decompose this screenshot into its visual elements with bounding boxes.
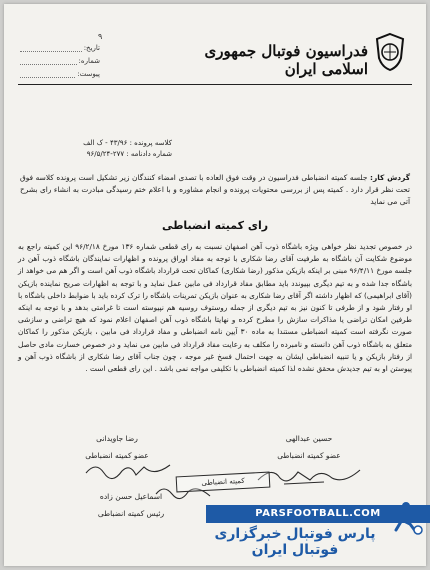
committee-stamp: کمیته انضباطی <box>176 472 271 493</box>
document-page <box>4 4 426 566</box>
meta-date-label: تاریخ: <box>83 44 100 52</box>
ruling-title: رای کمیته انضباطی <box>161 219 269 232</box>
signature-block-abdollahi <box>254 434 364 460</box>
procedure-report <box>20 172 410 208</box>
signer-role: عضو کمیته انضباطی <box>277 451 341 460</box>
page-number: ۹ <box>98 32 103 41</box>
watermark-domain: PARSFOOTBALL.COM <box>206 505 430 523</box>
federation-title: فدراسیون فوتبال جمهوری اسلامی ایران <box>204 42 368 78</box>
verdict-number: شماره دادنامه : ۲۷۷-۹۶/۵/۲۴ <box>86 150 172 158</box>
football-player-icon <box>388 500 424 536</box>
signer-role: عضو کمیته انضباطی <box>85 451 149 460</box>
meta-attachment-label: پیوست: <box>77 70 100 78</box>
federation-logo-icon <box>374 32 406 72</box>
case-info <box>22 138 172 160</box>
handwritten-signature <box>84 459 174 481</box>
letter-meta <box>20 42 100 81</box>
signer-name: حسین عبدالهی <box>285 434 333 443</box>
handwritten-signature <box>254 462 364 488</box>
signature-block-javidani <box>62 434 172 460</box>
procedure-label: گردش کار: <box>370 173 410 182</box>
procedure-text: جلسه کمیته انضباطی فدراسیون در وقت فوق العاده با تصدی امضاء کنندگان زیر تشکیل است پرونده کلاسه فوق تحت نظر قرار دارد . کمیته پس از بررسی محتویات پرونده و انجام مشاوره و با اعلام ختم رسیدگی مبادرت به انشاء رای بشرح آتی می نماید <box>20 173 410 206</box>
case-class-number: کلاسه پرونده : ۴۳/۹۶ - ک الف <box>83 139 172 147</box>
signer-role: رئیس کمیته انضباطی <box>97 509 165 518</box>
watermark-tagline: پارس فوتبال خبرگزاری فوتبال ایران <box>214 526 376 558</box>
meta-number-label: شماره: <box>78 57 100 65</box>
signer-name: اسماعیل حسن زاده <box>99 492 163 501</box>
header-divider <box>18 84 412 85</box>
signer-name: رضا جاویدانی <box>96 434 138 443</box>
ruling-body: در خصوص تجدید نظر خواهی ویژه باشگاه ذوب آهن اصفهان نسبت به رای قطعی شماره ۱۳۶ مورخ ۹۶/۲/۱۸ این کمیته راجع به موضوع شکایت آن باشگاه به طرفیت آقای رضا شکاری با توجه به مفاد اوراق پرونده و اظهارات نمایندگان باشگاه ذوب آهن در جلسه مورخ ۹۶/۴/۱۱ مبنی بر اینکه بازیکن مذکور (رضا شکاری) کماکان تحت قرارداد باشگاه ذوب آهن است و اگر هم می خواهد از باشگاه جدا شده و به تیم دیگری بپیوندد باید مطابق مفاد قرارداد فی مابین عمل نماید و با توجه به اظهارات صریح نماینده بازیکن (آقای ابراهیمی) که اظهار داشته اگر آقای رضا شکاری به عنوان بازیکن تمرینات باشگاه را ترک کرده باید با ضوابط داخلی باشگاه با او رفتار شود و از طرفی تا کنون نیز به تیم دیگری از جمله روستوف روسیه هم نپیوسته است تا غرامتی بدهد و با توجه به اینکه طرفین امکان تراضی یا مذاکرات سازش را مطرح کرده و نهایتا باشگاه ذوب آهن اصفهان اعلام نمود که هیچ تراضی و سازشی صورت نگرفته است کمیته انضباطی مستندا به ماده ۳۰ آیین نامه انضباطی و مفاد قرارداد فی مابین ، بازیکن مذکور را کماکان متعلق به باشگاه ذوب آهن دانسته و نامبرده را مکلف به رعایت مفاد قرارداد فی مابین می نماید و در خصوص خسارت مادی حاصل از رفتار بازیکن و یا تنبیه انضباطی ایشان به جهت احتمال فسخ غیر موجه ، چون جناب آقای رضا شکاری از باشگاه ذوب آهن و پیوستن او به تیم جدیدش محقق نشده لذا کمیته انضباطی با تکلیفی مواجه نمی باشد . این رای قطعی است . <box>18 242 412 374</box>
